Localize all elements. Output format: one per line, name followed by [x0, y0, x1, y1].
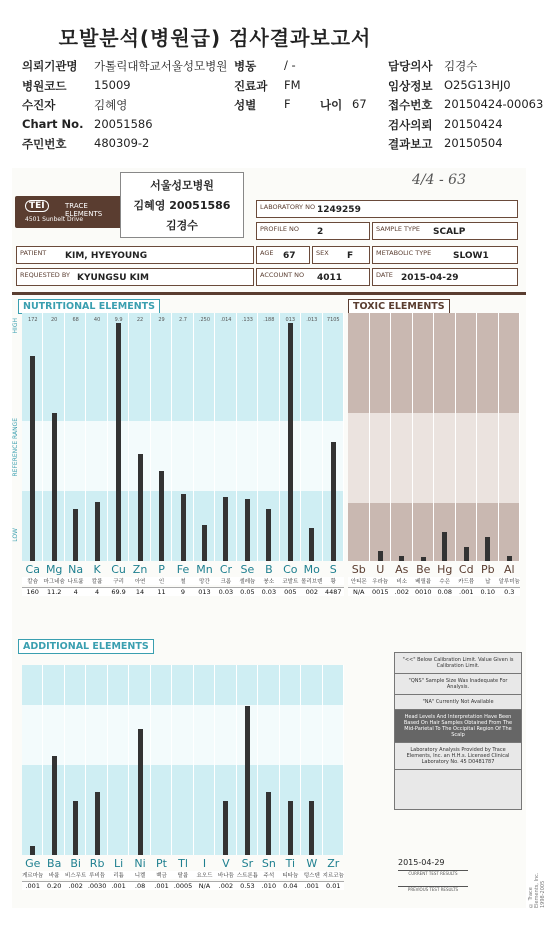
previous-results-label: PREVIOUS TEST RESULTS: [398, 886, 468, 892]
chart-column: [413, 313, 435, 561]
bar-bi: [73, 801, 78, 855]
tick-label: 2.7: [179, 317, 187, 323]
element-korean-name: 비소: [391, 577, 413, 585]
element-symbol: Sn: [261, 857, 276, 870]
element-value: 14: [129, 587, 150, 596]
bar-ba: [52, 756, 57, 855]
element-symbol: Rb: [89, 857, 105, 870]
field-value: 2: [317, 227, 324, 237]
field-label: REQUESTED BY: [20, 271, 70, 279]
header-value: / -: [284, 58, 296, 72]
chart-column: [434, 313, 456, 561]
element-symbol: Ba: [47, 857, 62, 870]
legend-item: Laboratory Analysis Provided by Trace Elements, Inc. an H.H.s. Licensed Clinical Laboratory No. 45 D0481787: [395, 743, 521, 770]
chart-column: [391, 313, 413, 561]
element-value: .001: [301, 881, 322, 890]
tick-label: 7105: [326, 317, 340, 323]
field-label: PROFILE NO: [260, 225, 299, 233]
element-value: 0015: [370, 587, 392, 596]
element-korean-name: 게르마늄: [22, 873, 44, 879]
element-value: .08: [129, 881, 150, 890]
header-row: [22, 97, 544, 117]
header-key: 병동: [234, 59, 257, 73]
bar-v: [223, 801, 228, 855]
element-symbol: Mo: [303, 563, 320, 576]
element-korean-name: 카드뮴: [456, 577, 478, 585]
element-value: .001: [456, 587, 478, 596]
bar-na: [73, 509, 78, 561]
bar-cd: [464, 547, 469, 561]
date-field: [372, 268, 518, 286]
bar-zn: [138, 454, 143, 561]
side-label-low: LOW: [12, 528, 19, 542]
bar-cr: [223, 497, 228, 561]
header-key: 의뢰기관명: [22, 59, 78, 73]
bar-ti: [288, 801, 293, 855]
additional-chart: [22, 665, 344, 855]
element-symbol: K: [93, 563, 101, 576]
patient-field: [16, 246, 254, 264]
footer-date: 2015-04-29: [398, 858, 445, 867]
header-value: 20051586: [94, 116, 153, 131]
tick-label: 29: [158, 317, 165, 323]
element-symbol: Zn: [132, 563, 148, 576]
tick-label: 9.9: [114, 317, 123, 323]
header-value: 67: [352, 97, 367, 111]
hospital-stamp: [120, 172, 244, 238]
field-label: ACCOUNT NO: [260, 271, 305, 279]
element-value: 0.05: [237, 587, 258, 596]
header-row: [22, 136, 537, 156]
element-korean-name: 붕소: [258, 577, 279, 585]
tick-label: 22: [136, 317, 144, 323]
element-value: 11: [151, 587, 172, 596]
chart-column: [348, 313, 370, 561]
element-value: 0.04: [280, 881, 301, 890]
element-symbol: Zr: [327, 857, 340, 870]
header-value: 20150504: [444, 136, 503, 150]
bar-s: [331, 442, 336, 561]
element-korean-name: 망간: [194, 577, 215, 585]
header-value: 20150424: [444, 116, 503, 131]
sample-type-field: [372, 222, 518, 240]
element-value: .002: [391, 587, 413, 596]
chart-column: [499, 313, 521, 561]
element-korean-name: 칼슘: [22, 577, 43, 585]
header-key: 병원코드: [22, 78, 67, 93]
header-key: 접수번호: [388, 98, 433, 112]
element-symbol: Cr: [219, 563, 233, 576]
element-symbol: Ge: [25, 857, 41, 870]
logo-name: TRACE ELEMENTS: [65, 202, 103, 218]
element-korean-name: 스트론튬: [236, 873, 259, 879]
header-value: 480309-2: [94, 136, 150, 150]
field-label: DATE: [376, 271, 393, 279]
element-symbol: Se: [240, 563, 255, 576]
header-key: 진료과: [234, 78, 268, 93]
legend-item: "NA" Currently Not Available: [395, 695, 521, 710]
profile-no-field: [256, 222, 370, 240]
element-value: 0.3: [499, 587, 521, 596]
field-value: 2015-04-29: [401, 273, 459, 283]
element-value: 002: [301, 587, 322, 596]
header-key: 결과보고: [388, 137, 433, 151]
tick-label: 172: [27, 317, 38, 323]
bar-sn: [266, 792, 271, 855]
element-symbol: U: [376, 563, 385, 576]
field-label: PATIENT: [20, 249, 47, 257]
element-symbol: Sb: [351, 563, 366, 576]
tick-label: .013: [306, 317, 318, 323]
element-symbol: Co: [283, 563, 298, 576]
bar-mo: [309, 528, 314, 561]
element-korean-name: 크롬: [215, 577, 236, 585]
element-symbol: Fe: [176, 563, 190, 576]
element-symbol: P: [158, 563, 165, 576]
additional-section-title: ADDITIONAL ELEMENTS: [18, 639, 154, 654]
element-korean-name: 비스무트: [65, 873, 87, 879]
element-symbol: Mg: [45, 563, 63, 576]
bar-fe: [181, 494, 186, 561]
element-value: .001: [22, 881, 43, 890]
element-symbol: Na: [68, 563, 84, 576]
header-value: 20150424-00063: [444, 97, 544, 111]
element-symbol: I: [202, 857, 207, 870]
element-value: N/A: [348, 587, 370, 596]
bar-k: [95, 502, 100, 562]
header-value: F: [284, 97, 291, 111]
field-label: AGE: [260, 249, 274, 257]
header-key: 담당의사: [388, 59, 433, 73]
element-korean-name: 셀레늄: [237, 577, 258, 585]
header-key: 성별: [234, 98, 257, 112]
element-value: 005: [280, 587, 301, 596]
element-value: 0010: [413, 587, 435, 596]
logo-address: 4501 Sunbelt Drive: [25, 216, 84, 223]
element-korean-name: 철: [172, 577, 193, 585]
report-title: 모발분석(병원급) 검사결과보고서: [58, 26, 372, 50]
element-symbol: Ti: [285, 857, 296, 870]
element-value: 9: [172, 587, 193, 596]
element-symbol: Hg: [437, 563, 453, 576]
bar-ni: [138, 729, 143, 855]
bar-w: [309, 801, 314, 855]
current-results-label: CURRENT TEST RESULTS: [398, 870, 468, 876]
header-key: 나이: [320, 98, 343, 112]
bar-pb: [485, 537, 490, 561]
copyright-text: © Trace Elements, Inc. 1998-2005: [528, 872, 546, 908]
side-label-reference: REFERENCE RANGE: [12, 418, 19, 477]
field-label: SEX: [316, 249, 329, 257]
header-key: Chart No.: [22, 116, 84, 131]
field-label: LABORATORY NO: [260, 203, 316, 211]
legend-item: "<<" Below Calibration Limit. Value Given is Calibration Limit.: [395, 653, 521, 674]
legend-box: [394, 652, 522, 810]
element-value: 0.10: [477, 587, 499, 596]
chart-column: [108, 665, 129, 855]
tick-label: 20: [50, 317, 58, 323]
element-korean-name: 몰리브덴: [301, 579, 323, 585]
element-korean-name: 아연: [129, 577, 150, 585]
bar-se: [245, 499, 250, 561]
tick-label: .188: [263, 317, 275, 323]
header-value: FM: [284, 77, 301, 92]
element-korean-name: 인: [151, 577, 172, 585]
element-value: 69.9: [108, 587, 129, 596]
element-value: 0.20: [43, 881, 64, 890]
element-symbol: Sr: [241, 857, 254, 870]
element-value: 4: [65, 587, 86, 596]
element-value: .002: [215, 881, 236, 890]
chart-column: [370, 313, 392, 561]
element-value: 0.53: [237, 881, 258, 890]
header-row: [22, 58, 537, 78]
toxic-chart: [348, 313, 520, 561]
stamp-line: 김경수: [166, 219, 198, 232]
field-value: 67: [283, 251, 296, 261]
legend-item: Head Levels And Interpretation Have Been Based On Hair Samples Obtained From The Mid-Parietal To The Occipital Region Of The Scalp: [395, 710, 521, 743]
header-key: 수진자: [22, 98, 56, 112]
toxic-section-title: TOXIC ELEMENTS: [348, 299, 450, 314]
element-korean-name: 리튬: [108, 871, 129, 879]
element-korean-name: 텅스텐: [301, 871, 322, 879]
bar-be: [421, 557, 426, 561]
element-symbol: B: [265, 563, 273, 576]
bar-sr: [245, 706, 250, 855]
tick-label: 68: [72, 317, 79, 323]
element-value: N/A: [194, 881, 215, 890]
bar-ca: [30, 356, 35, 561]
element-korean-name: 코발트: [280, 577, 301, 585]
legend-item: "QNS" Sample Size Was Inadequate For Analysis.: [395, 674, 521, 695]
metabolic-type-field: [372, 246, 518, 264]
bar-co: [288, 323, 293, 561]
element-value: 0.03: [258, 587, 279, 596]
element-value: .002: [65, 881, 86, 890]
header-value: 김경수: [444, 59, 478, 73]
element-value: 0.08: [434, 587, 456, 596]
field-label: METABOLIC TYPE: [376, 249, 432, 257]
bar-ge: [30, 846, 35, 855]
field-value: SLOW1: [453, 251, 489, 261]
element-value: 0.01: [323, 881, 344, 890]
element-korean-name: 베릴륨: [413, 577, 435, 585]
bar-cu: [116, 323, 121, 561]
element-value: 0.03: [215, 587, 236, 596]
element-korean-name: 납: [477, 577, 499, 585]
field-value: F: [347, 251, 354, 261]
element-symbol: W: [306, 857, 318, 870]
patient-header: [22, 58, 544, 156]
element-korean-name: 백금: [151, 871, 172, 879]
sex-field: [312, 246, 370, 264]
chart-column: [22, 665, 43, 855]
chart-column: [477, 313, 499, 561]
element-value: .001: [151, 881, 172, 890]
header-value: O25G13HJ0: [444, 77, 511, 92]
tick-label: .014: [220, 317, 232, 323]
header-value: 김혜영: [94, 98, 128, 112]
header-row: [22, 117, 537, 137]
element-korean-name: 지르코늄: [322, 873, 344, 879]
bar-al: [507, 556, 512, 561]
element-korean-name: 바나듐: [215, 871, 236, 879]
stamp-line: 김혜영 20051586: [133, 199, 231, 212]
element-value: .001: [108, 881, 129, 890]
bar-u: [378, 551, 383, 561]
element-korean-name: 니켈: [129, 871, 150, 879]
element-symbol: Cd: [458, 563, 474, 576]
trace-elements-logo: [15, 196, 127, 228]
element-value: 11.2: [43, 587, 64, 596]
element-symbol: Mn: [196, 563, 213, 576]
logo-mark: TEI: [25, 200, 49, 212]
laboratory-no-field: [256, 200, 518, 218]
element-symbol: Pt: [156, 857, 167, 870]
element-symbol: Ca: [25, 563, 40, 576]
field-value: 4011: [317, 273, 343, 283]
element-korean-name: 우라늄: [370, 577, 392, 585]
element-korean-name: 주석: [258, 871, 279, 879]
header-key: 주민번호: [22, 137, 67, 151]
tick-label: .133: [241, 317, 253, 323]
tick-label: .250: [198, 317, 211, 323]
element-korean-name: 구리: [108, 577, 129, 585]
element-korean-name: 탈륨: [172, 871, 193, 879]
nutritional-section-title: NUTRITIONAL ELEMENTS: [18, 299, 160, 314]
element-symbol: S: [329, 563, 337, 576]
element-symbol: As: [395, 563, 409, 576]
element-value: .0030: [87, 882, 107, 890]
chart-column: [323, 665, 344, 855]
age-field: [256, 246, 310, 264]
element-symbol: Cu: [111, 563, 126, 576]
account-no-field: [256, 268, 370, 286]
divider: [12, 292, 526, 295]
element-korean-name: 나트륨: [65, 577, 86, 585]
nutritional-chart: [22, 313, 344, 561]
element-korean-name: 알루미늄: [498, 579, 520, 585]
requested-by-field: [16, 268, 254, 286]
bar-b: [266, 509, 271, 561]
element-symbol: Pb: [480, 563, 495, 576]
field-value: 1249259: [317, 205, 361, 215]
element-symbol: Ni: [134, 857, 146, 870]
bar-mn: [202, 525, 207, 561]
header-key: 검사의뢰: [388, 117, 433, 132]
field-value: KIM, HYEYOUNG: [65, 251, 148, 261]
handwritten-note: 4/4 - 63: [412, 172, 466, 188]
header-value: 15009: [94, 77, 131, 92]
field-value: KYUNGSU KIM: [77, 273, 149, 283]
field-value: SCALP: [433, 227, 466, 237]
chart-column: [194, 313, 215, 561]
tick-label: 013: [285, 317, 296, 323]
element-value: .010: [258, 881, 279, 890]
element-symbol: Li: [113, 857, 124, 870]
element-korean-name: 티타늄: [280, 871, 301, 879]
element-value: 4487: [323, 587, 344, 596]
element-korean-name: 안티몬: [348, 577, 370, 585]
header-key: 임상정보: [388, 78, 433, 93]
element-value: .0005: [173, 882, 193, 890]
element-value: 4: [86, 587, 107, 596]
chart-column: [301, 313, 322, 561]
bar-p: [159, 471, 164, 561]
element-symbol: V: [222, 857, 230, 870]
element-korean-name: 루비듐: [86, 871, 107, 879]
chart-column: [194, 665, 215, 855]
element-korean-name: 황: [323, 577, 344, 585]
element-value: 013: [194, 587, 215, 596]
tick-label: 40: [93, 317, 101, 323]
field-label: SAMPLE TYPE: [376, 225, 420, 233]
element-symbol: Bi: [70, 857, 81, 870]
element-korean-name: 요오드: [194, 871, 215, 879]
stamp-line: 서울성모병원: [150, 179, 214, 192]
bar-hg: [442, 532, 447, 561]
chart-column: [456, 313, 478, 561]
element-value: 160: [22, 587, 43, 596]
header-row: [22, 78, 537, 98]
element-korean-name: 수은: [434, 577, 456, 585]
chart-column: [172, 665, 193, 855]
element-korean-name: 마그네슘: [43, 579, 65, 585]
bar-rb: [95, 792, 100, 855]
bar-mg: [52, 413, 57, 561]
chart-column: [151, 665, 172, 855]
hair-analysis-sheet: [12, 168, 546, 908]
bar-as: [399, 556, 404, 561]
element-korean-name: 칼륨: [86, 577, 107, 585]
element-korean-name: 바륨: [43, 871, 64, 879]
side-label-high: HIGH: [12, 318, 19, 334]
element-symbol: Be: [416, 563, 431, 576]
element-symbol: Al: [503, 563, 515, 576]
header-value: 가톨릭대학교서울성모병원: [94, 59, 228, 73]
element-symbol: Tl: [178, 857, 188, 870]
